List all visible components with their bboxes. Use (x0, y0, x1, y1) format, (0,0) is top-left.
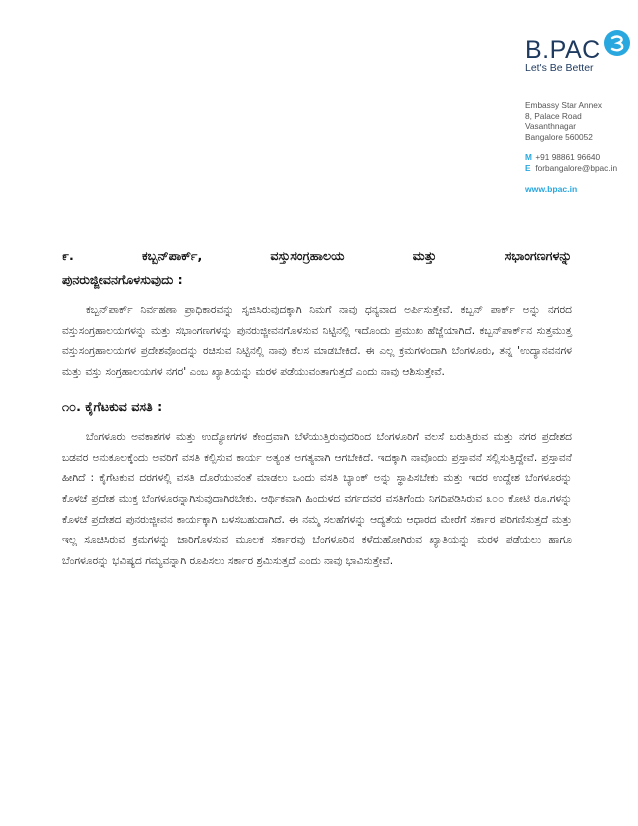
brand-row (525, 30, 633, 64)
address-line: Bangalore 560052 (525, 131, 593, 142)
section-10-paragraph: ಬೆಂಗಳೂರು ಅವಕಾಶಗಳ ಮತ್ತು ಉದ್ಯೋಗಗಳ ಕೇಂದ್ರವಾಗಿ ಬೆಳೆಯುತ್ತಿರುವುದರಿಂದ ಬೆಂಗಳೂರಿಗೆ ವಲಸೆ ಬರುತ್ತಿರುವ ಮತ್ತು ನಗರ ಪ್ರದೇಶದ ಬಡವರ ಅನುಕೂಲಕ್ಕೆಂದು ಅವರಿಗೆ ವಸತಿ ಕಲ್ಪಿಸುವ ಕಾರ್ಯ ಅತ್ಯಂತ ಅಗತ್ಯವಾಗಿ ಆಗಬೇಕಿದೆ. ಇದಕ್ಕಾಗಿ ನಾವೊಂದು ಪ್ರಸ್ತಾವನೆ ಸಲ್ಲಿಸುತ್ತಿದ್ದೇವೆ. ಪ್ರಸ್ತಾವನೆ ಹೀಗಿದೆ : ಕೈಗೆಟಕುವ ದರಗಳಲ್ಲಿ ವಸತಿ ದೊರೆಯುವಂತೆ ಮಾಡಲು ಒಂದು ವಸತಿ ಬ್ಯಾಂಕ್ ಅನ್ನು ಸ್ಥಾಪಿಸಬೇಕು ಮತ್ತು ಇದರ ಉದ್ದೇಶ ಬೆಂಗಳೂರನ್ನು ಕೊಳಚೆ ಪ್ರದೇಶ ಮುಕ್ತ ಬೆಂಗಳೂರನ್ನಾಗಿಸುವುದಾಗಿರಬೇಕು. ಆರ್ಥಿಕವಾಗಿ ಹಿಂದುಳದ ವರ್ಗದವರ ವಸತಿಗೆಂದು ನಿಗದಿಪಡಿಸಿರುವ ೩೦೦ ಕೋಟಿ ರೂ.ಗಳನ್ನು ಕೊಳಚೆ ಪ್ರದೇಶದ ಪುನರುಜ್ಜೀವನ ಕಾರ್ಯಕ್ಕಾಗಿ ಬಳಸಬಹುದಾಗಿದೆ. ಈ ನಮ್ಮ ಸಲಹೆಗಳನ್ನು ಆದ್ಯತೆಯ ಆಧಾರದ ಮೇರೆಗೆ ಸರ್ಕಾರ ಪರಿಗಣಿಸುತ್ತದೆ ಮತ್ತು ಇಲ್ಲ ಸೂಚಿಸಿರುವ ಕ್ರಮಗಳನ್ನು ಜಾರಿಗೊಳಸುವ ಮೂಲಕ ಸರ್ಕಾರವು ಬೆಂಗಳೂರಿನ ಕಳೆದುಹೋಗಿರುವ ಖ್ಯಾತಿಯನ್ನು ಮರಳ ಪಡೆಯಲು ಹಾಗೂ ಬೆಂಗಳೂರನ್ನು ಭವಿಷ್ಯದ ಗಮ್ಯವನ್ನಾಗಿ ರೂಪಿಸಲು ಸರ್ಕಾರ ಶ್ರಮಿಸುತ್ತದೆ ಎಂದು ನಾವು ಭಾವಿಸುತ್ತೇವೆ. (62, 430, 572, 568)
phone-label: M (525, 152, 532, 163)
phone-row (525, 152, 633, 163)
address-line: Vasanthnagar (525, 121, 577, 132)
contact-info (525, 152, 633, 174)
tagline: Let's Be Better (525, 62, 594, 74)
address-line: 8, Palace Road (525, 110, 582, 121)
address-line: Embassy Star Annex (525, 100, 603, 110)
section-10-heading: ೧೦. ಕೈಗೆಟಕುವ ವಸತಿ : (62, 398, 163, 414)
website-link[interactable]: www.bpac.in (525, 184, 578, 195)
section-9-heading-cont: ಪುನರುಜ್ಜೀವನಗೊಳಸುವುದು : (62, 272, 183, 287)
brand-name: B.PAC (525, 36, 601, 64)
section-9-heading: ೯. ಕಬ್ಬನ್‌ಪಾರ್ಕ್, ವಸ್ತುಸಂಗ್ರಹಾಲಯ ಮತ್ತು ಸಭಾಂಗಣಗಳನ್ನು (62, 248, 572, 263)
email-label: E (525, 163, 531, 174)
bpac-logo-icon (604, 30, 630, 56)
letterhead (525, 30, 633, 194)
section-9-paragraph: ಕಬ್ಬನ್‌ಪಾರ್ಕ್ ನಿರ್ವಹಣಾ ಪ್ರಾಧಿಕಾರವನ್ನು ಸೃಜಿಸಿರುವುದಕ್ಕಾಗಿ ನಿಮಗೆ ನಾವು ಧನ್ಯವಾದ ಅರ್ಪಿಸುತ್ತೇವೆ. ಕಬ್ಬನ್ ಪಾರ್ಕ್ ಅನ್ನು ನಗರದ ವಸ್ತುಸಂಗ್ರಹಾಲಯಗಳನ್ನು ಮತ್ತು ಸಭಾಂಗಣಗಳನ್ನು ಪುನರುಜ್ಜೀವನಗೊಳಸುವ ನಿಟ್ಟಿನಲ್ಲಿ ಇದೊಂದು ಪ್ರಮುಖ ಹೆಜ್ಜೆಯಾಗಿದೆ. ಕಬ್ಬನ್‌ಪಾರ್ಕ್‌ನ ಸುತ್ತಮುತ್ತ ವಸ್ತುಸಂಗ್ರಹಾಲಯಗಳ ಪ್ರದೇಶವೊಂದನ್ನು ರಚಿಸುವ ನಿಟ್ಟಿನಲ್ಲಿ ನಾವು ಕೆಲಸ ಮಾಡಬೇಕಿದೆ. ಈ ಎಲ್ಲ ಕ್ರಮಗಳಂದಾಗಿ ಬೆಂಗಳೂರು, ತನ್ನ 'ಉದ್ಯಾನವನಗಳ ಮತ್ತು ವಸ್ತು ಸಂಗ್ರಹಾಲಯಗಳ ನಗರ' ಎಂಬ ಖ್ಯಾತಿಯನ್ನು ಮರಳ ಪಡೆಯುವಂತಾಗುತ್ತದೆ ಎಂದು ನಾವು ಆಶಿಸುತ್ತೇವೆ. (62, 304, 572, 379)
address (525, 100, 633, 142)
email-row (525, 163, 633, 174)
email-address[interactable]: forbangalore@bpac.in (535, 163, 618, 174)
phone-number[interactable]: +91 98861 96640 (535, 152, 601, 163)
document-body (62, 244, 572, 572)
